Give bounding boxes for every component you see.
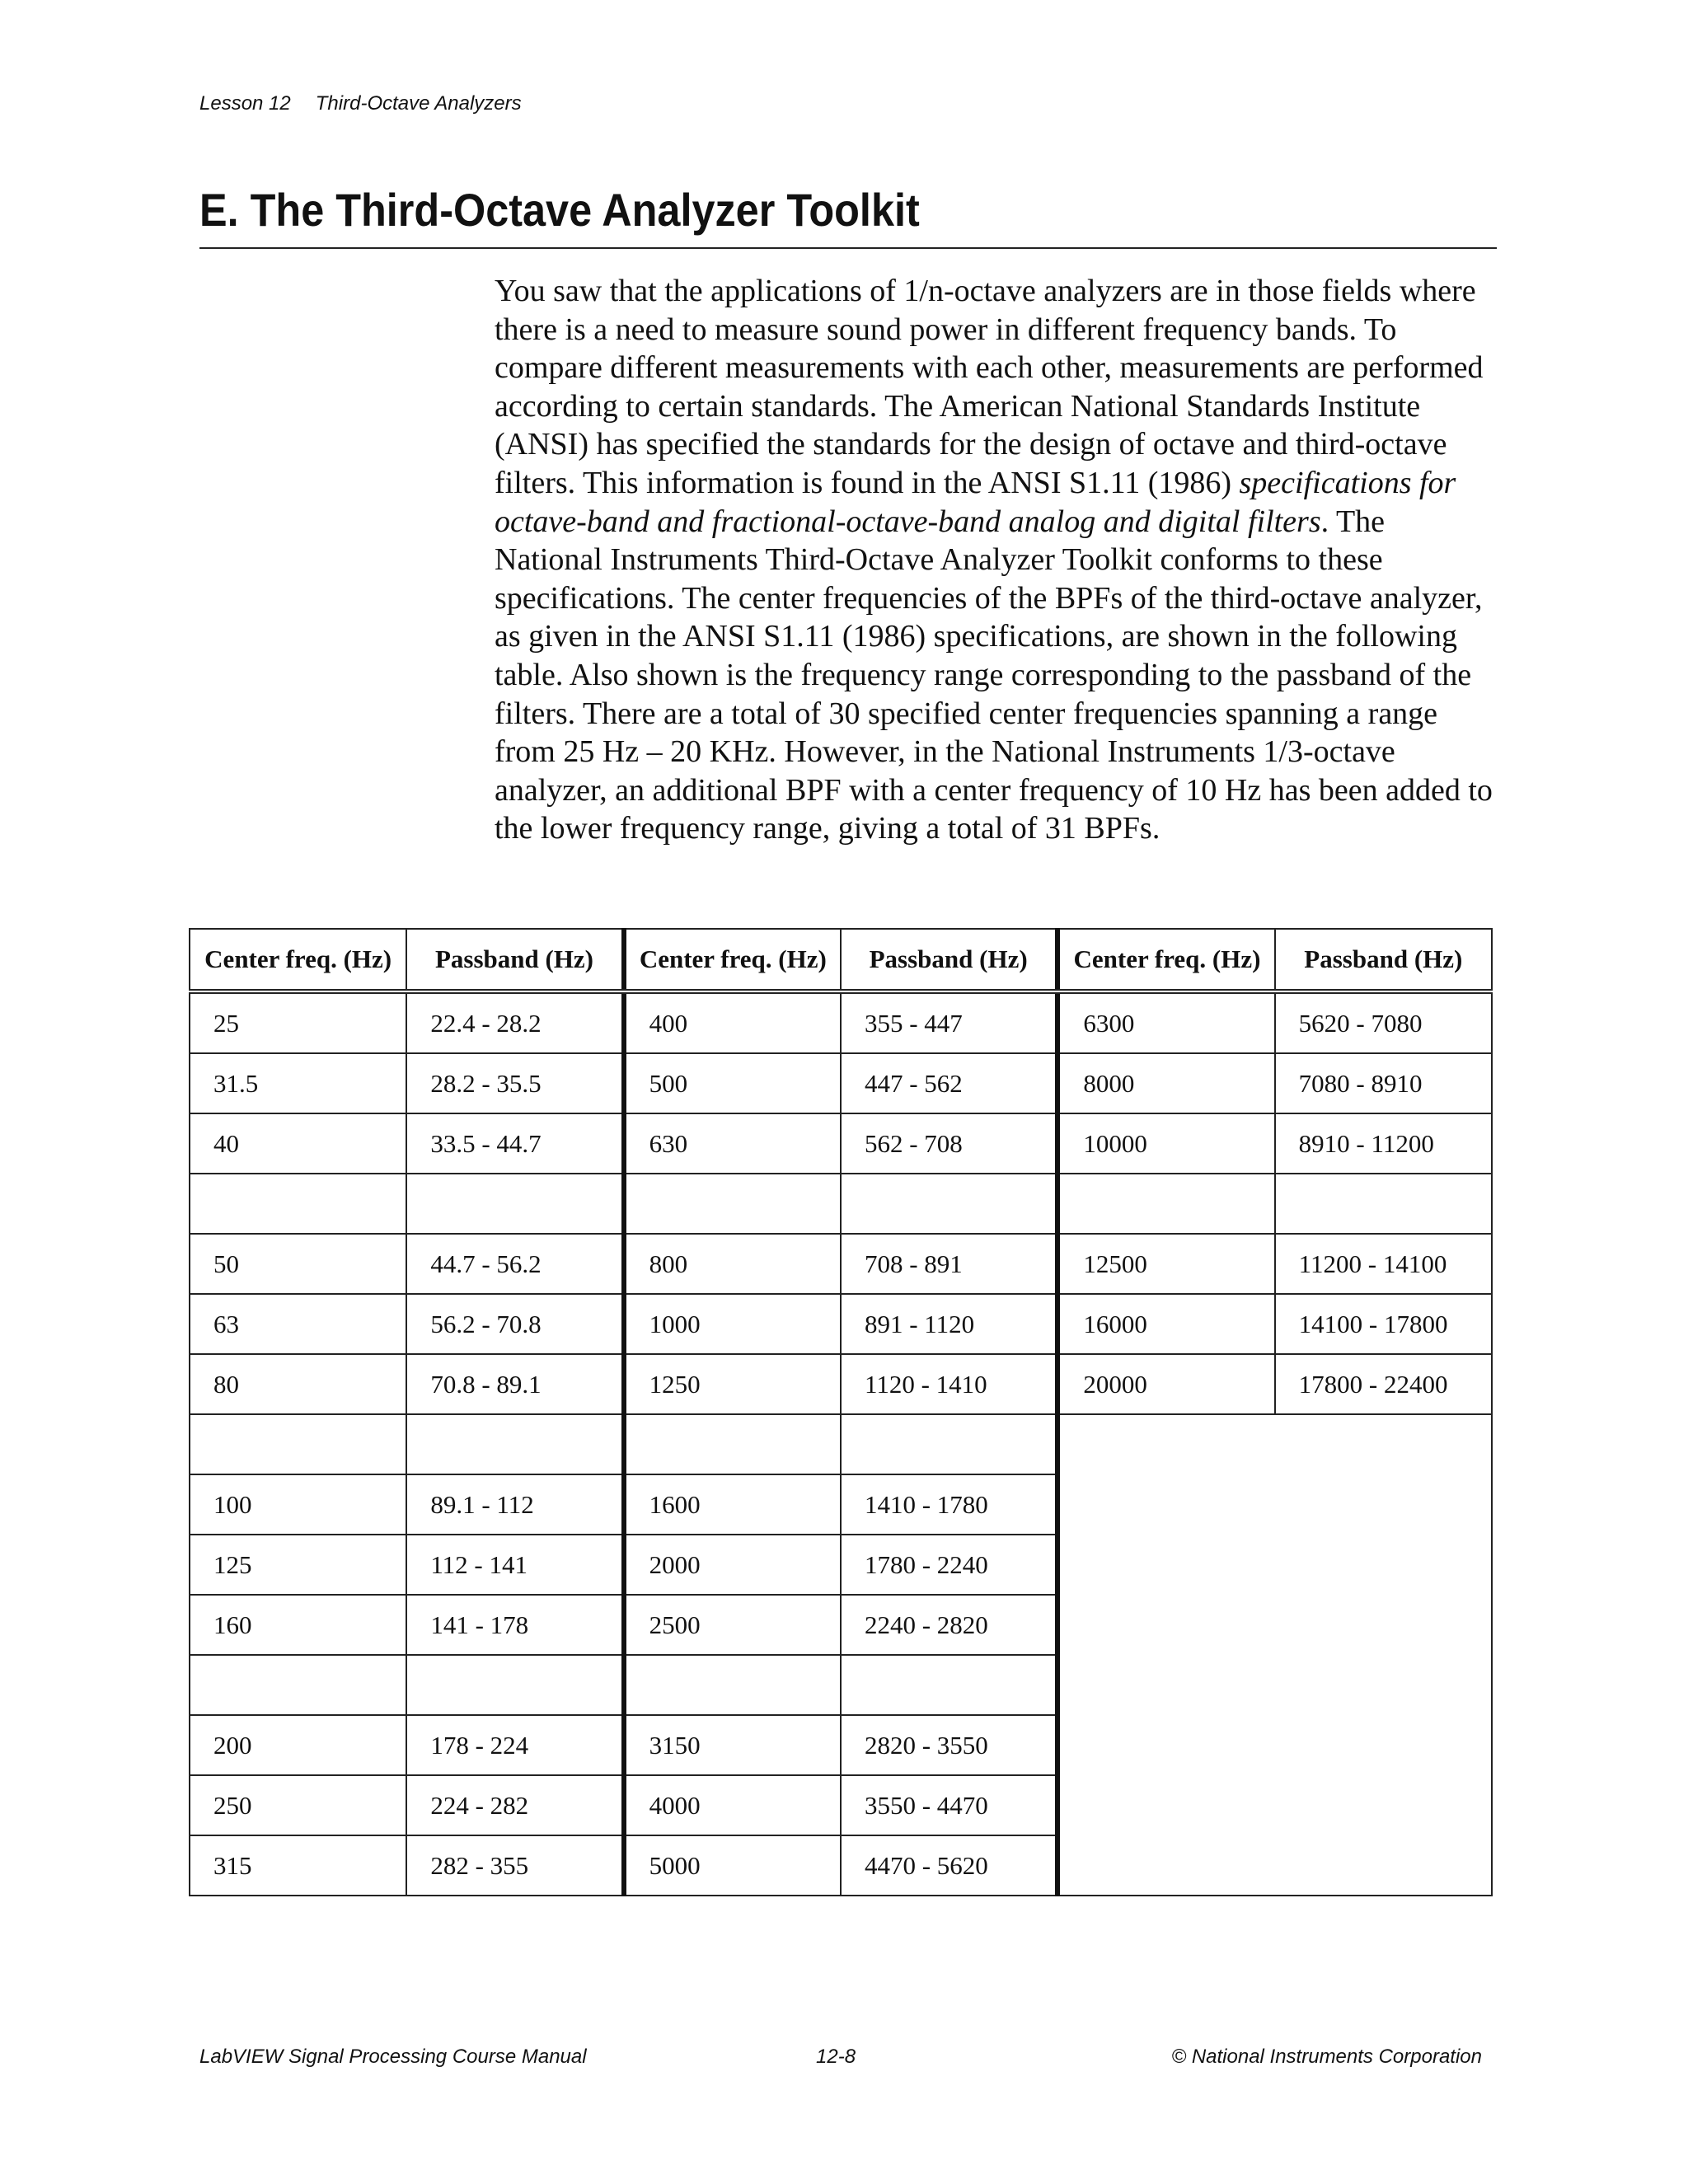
center-frequency-table <box>189 928 1493 1896</box>
table-cell: 5000 <box>624 1835 841 1896</box>
table-cell-empty <box>1275 1174 1492 1234</box>
running-head <box>199 92 522 115</box>
table-cell: 141 - 178 <box>406 1595 623 1655</box>
header-center-freq-3: Center freq. (Hz) <box>1057 929 1274 991</box>
table-cell-empty <box>190 1174 406 1234</box>
table-cell: 89.1 - 112 <box>406 1474 623 1535</box>
header-passband-3: Passband (Hz) <box>1275 929 1492 991</box>
table-cell: 3150 <box>624 1715 841 1775</box>
body-italic-reference: specifications for octave-band and fractional-octave-band analog and digital filters <box>495 465 1456 539</box>
header-center-freq-2: Center freq. (Hz) <box>624 929 841 991</box>
table-cell: 562 - 708 <box>841 1113 1057 1174</box>
table-row <box>190 1354 1492 1414</box>
table-cell: 2240 - 2820 <box>841 1595 1057 1655</box>
footer-page-number: 12-8 <box>816 2046 856 2068</box>
table-cell: 3550 - 4470 <box>841 1775 1057 1835</box>
table-cell: 2500 <box>624 1595 841 1655</box>
table-cell: 7080 - 8910 <box>1275 1053 1492 1113</box>
table-cell-empty <box>624 1174 841 1234</box>
table-cell: 250 <box>190 1775 406 1835</box>
table-cell-empty <box>190 1655 406 1715</box>
table-cell: 355 - 447 <box>841 991 1057 1053</box>
table-cell: 315 <box>190 1835 406 1896</box>
body-text-part-2: . The National Instruments Third-Octave Analyzer Toolkit conforms to these specifications. The center frequencies of the BPFs of the third-octave analyzer, as given in the ANSI S1.11 (1986) specifications, are shown in the following table. Also shown is the frequency range corresponding to the passband of the filters. There are a total of 30 specified center frequencies spanning a range from 25 Hz – 20 KHz. However, in the National Instruments 1/3-octave analyzer, an additional BPF with a center frequency of 10 Hz has been added to the lower frequency range, giving a total of 31 BPFs. <box>495 504 1493 846</box>
table-cell: 100 <box>190 1474 406 1535</box>
table-cell: 50 <box>190 1234 406 1294</box>
section-title: E. The Third-Octave Analyzer Toolkit <box>199 184 920 236</box>
table-cell-empty <box>841 1655 1057 1715</box>
header-passband-2: Passband (Hz) <box>841 929 1057 991</box>
table-cell: 28.2 - 35.5 <box>406 1053 623 1113</box>
table-row-spacer <box>190 1174 1492 1234</box>
header-center-freq-1: Center freq. (Hz) <box>190 929 406 991</box>
table-cell: 891 - 1120 <box>841 1294 1057 1354</box>
table-cell-empty <box>406 1174 623 1234</box>
table-cell: 44.7 - 56.2 <box>406 1234 623 1294</box>
title-rule <box>199 247 1497 249</box>
table-cell: 1250 <box>624 1354 841 1414</box>
table-row <box>190 1113 1492 1174</box>
table-cell: 11200 - 14100 <box>1275 1234 1492 1294</box>
table-cell: 22.4 - 28.2 <box>406 991 623 1053</box>
table-cell: 20000 <box>1057 1354 1274 1414</box>
table-cell: 630 <box>624 1113 841 1174</box>
table-cell: 1780 - 2240 <box>841 1535 1057 1595</box>
table-row-spacer <box>190 1414 1492 1474</box>
table-row <box>190 1234 1492 1294</box>
footer-manual-title: LabVIEW Signal Processing Course Manual <box>199 2046 587 2068</box>
table-cell: 8000 <box>1057 1053 1274 1113</box>
table-cell-empty <box>406 1414 623 1474</box>
table-cell: 178 - 224 <box>406 1715 623 1775</box>
table-cell: 2000 <box>624 1535 841 1595</box>
table-cell: 200 <box>190 1715 406 1775</box>
table-cell: 17800 - 22400 <box>1275 1354 1492 1414</box>
table-row <box>190 1294 1492 1354</box>
table-cell: 1410 - 1780 <box>841 1474 1057 1535</box>
table-cell-empty <box>190 1414 406 1474</box>
table-empty-region <box>1057 1414 1492 1896</box>
table-cell-empty <box>841 1174 1057 1234</box>
table-cell: 63 <box>190 1294 406 1354</box>
footer-copyright: © National Instruments Corporation <box>1171 2046 1482 2068</box>
table-cell: 2820 - 3550 <box>841 1715 1057 1775</box>
table-cell: 70.8 - 89.1 <box>406 1354 623 1414</box>
table-cell: 112 - 141 <box>406 1535 623 1595</box>
table-header-row <box>190 929 1492 991</box>
table-cell: 500 <box>624 1053 841 1113</box>
table-cell: 16000 <box>1057 1294 1274 1354</box>
table-cell-empty <box>841 1414 1057 1474</box>
table-cell: 10000 <box>1057 1113 1274 1174</box>
table-cell-empty <box>624 1414 841 1474</box>
table-cell-empty <box>624 1655 841 1715</box>
table-cell: 400 <box>624 991 841 1053</box>
table-cell: 25 <box>190 991 406 1053</box>
table-cell: 708 - 891 <box>841 1234 1057 1294</box>
table-cell: 1000 <box>624 1294 841 1354</box>
running-head-lesson: Lesson 12 <box>199 92 291 115</box>
table-cell: 4000 <box>624 1775 841 1835</box>
table-cell: 125 <box>190 1535 406 1595</box>
table-cell: 160 <box>190 1595 406 1655</box>
table-cell-empty <box>406 1655 623 1715</box>
table-cell: 282 - 355 <box>406 1835 623 1896</box>
table-cell: 80 <box>190 1354 406 1414</box>
body-paragraph <box>495 272 1500 848</box>
table-cell: 56.2 - 70.8 <box>406 1294 623 1354</box>
table-cell: 40 <box>190 1113 406 1174</box>
table-cell: 33.5 - 44.7 <box>406 1113 623 1174</box>
body-text-part-1: You saw that the applications of 1/n-octave analyzers are in those fields where there is a need to measure sound power in different frequency bands. To compare different measurements with each other, measurements are performed according to certain standards. The American National Standards Institute (ANSI) has specified the standards for the design of octave and third-octave filters. This information is found in the ANSI S1.11 (1986) <box>495 274 1484 500</box>
table-cell: 4470 - 5620 <box>841 1835 1057 1896</box>
table-cell: 1600 <box>624 1474 841 1535</box>
table-cell-empty <box>1057 1174 1274 1234</box>
table-cell: 800 <box>624 1234 841 1294</box>
running-head-chapter: Third-Octave Analyzers <box>315 92 522 115</box>
table-cell: 8910 - 11200 <box>1275 1113 1492 1174</box>
table-cell: 12500 <box>1057 1234 1274 1294</box>
table-row <box>190 1053 1492 1113</box>
table-cell: 6300 <box>1057 991 1274 1053</box>
table-row <box>190 991 1492 1053</box>
table-cell: 31.5 <box>190 1053 406 1113</box>
table-cell: 5620 - 7080 <box>1275 991 1492 1053</box>
table-cell: 14100 - 17800 <box>1275 1294 1492 1354</box>
table-cell: 1120 - 1410 <box>841 1354 1057 1414</box>
table-cell: 447 - 562 <box>841 1053 1057 1113</box>
header-passband-1: Passband (Hz) <box>406 929 623 991</box>
table-cell: 224 - 282 <box>406 1775 623 1835</box>
